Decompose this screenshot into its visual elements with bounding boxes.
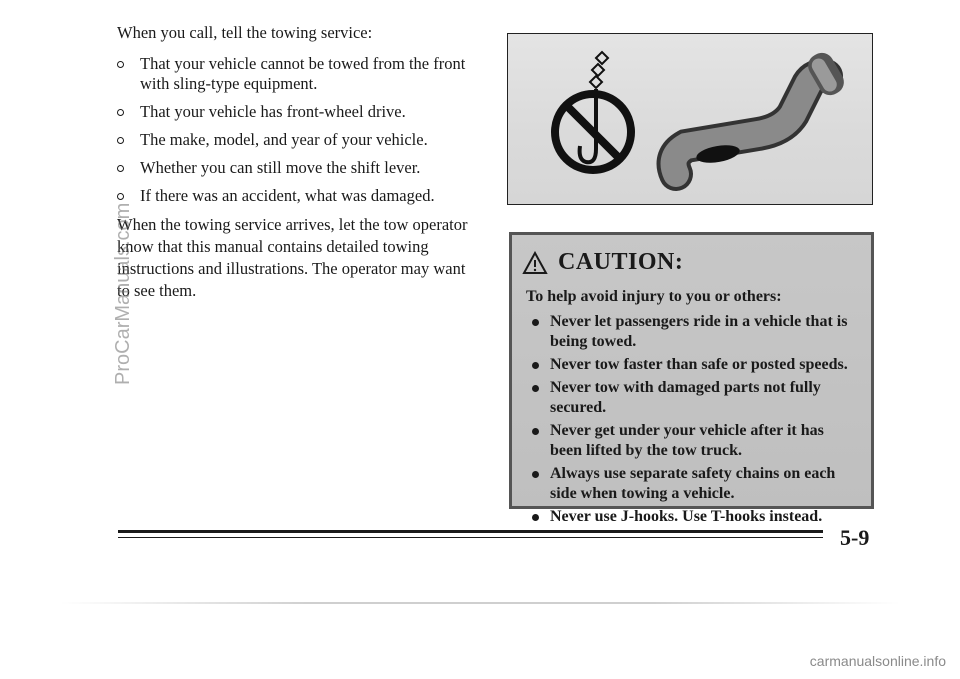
list-item: Whether you can still move the shift lever. <box>117 158 482 178</box>
bullet-icon <box>532 471 539 478</box>
list-item: Never use J-hooks. Use T-hooks instead. <box>522 507 859 527</box>
bullet-icon <box>532 362 539 369</box>
page-number: 5-9 <box>840 525 870 550</box>
intro-text: When you call, tell the towing service: <box>117 23 373 42</box>
bottom-watermark: carmanualsonline.info <box>809 653 946 669</box>
bullet-icon <box>532 514 539 521</box>
towing-instructions <box>117 22 482 319</box>
hook-illustration-svg <box>508 34 871 203</box>
caution-intro: To help avoid injury to you or others: <box>526 288 782 305</box>
list-item: That your vehicle cannot be towed from the front with sling-type equipment. <box>117 54 482 94</box>
bullet-icon <box>532 319 539 326</box>
list-item: Never let passengers ride in a vehicle that is being towed. <box>522 312 859 352</box>
towing-info-list <box>117 54 482 206</box>
bullet-icon <box>117 137 124 144</box>
footer-rule-thick <box>118 530 823 533</box>
caution-box <box>509 232 874 525</box>
bullet-icon <box>117 193 124 200</box>
no-j-hook-icon <box>555 52 631 170</box>
list-item: The make, model, and year of your vehicle. <box>117 130 482 150</box>
list-item: Never get under your vehicle after it has been lifted by the tow truck. <box>522 421 859 461</box>
list-item: If there was an accident, what was damaged. <box>117 186 482 206</box>
list-item: Always use separate safety chains on each side when towing a vehicle. <box>522 464 859 504</box>
bullet-icon <box>117 61 124 68</box>
caution-list <box>522 312 859 527</box>
side-watermark: ProCarManuals.com <box>112 202 134 385</box>
scan-shadow <box>60 602 900 604</box>
bullet-icon <box>117 109 124 116</box>
bullet-icon <box>532 428 539 435</box>
bullet-icon <box>532 385 539 392</box>
list-item: That your vehicle has front-wheel drive. <box>117 102 482 122</box>
footer-rule-thin <box>118 537 823 538</box>
tow-operator-paragraph: When the towing service arrives, let the tow operator know that this manual contains detailed towing instructions and illustrations. The operator may want to see them. <box>117 215 468 300</box>
t-hook-icon <box>674 48 849 174</box>
hook-illustration <box>507 33 873 205</box>
caution-title: CAUTION: <box>558 249 684 275</box>
bullet-icon <box>117 165 124 172</box>
warning-triangle-icon <box>522 251 548 275</box>
list-item: Never tow faster than safe or posted speeds. <box>522 355 859 375</box>
list-item: Never tow with damaged parts not fully secured. <box>522 378 859 418</box>
caution-header <box>522 249 859 276</box>
